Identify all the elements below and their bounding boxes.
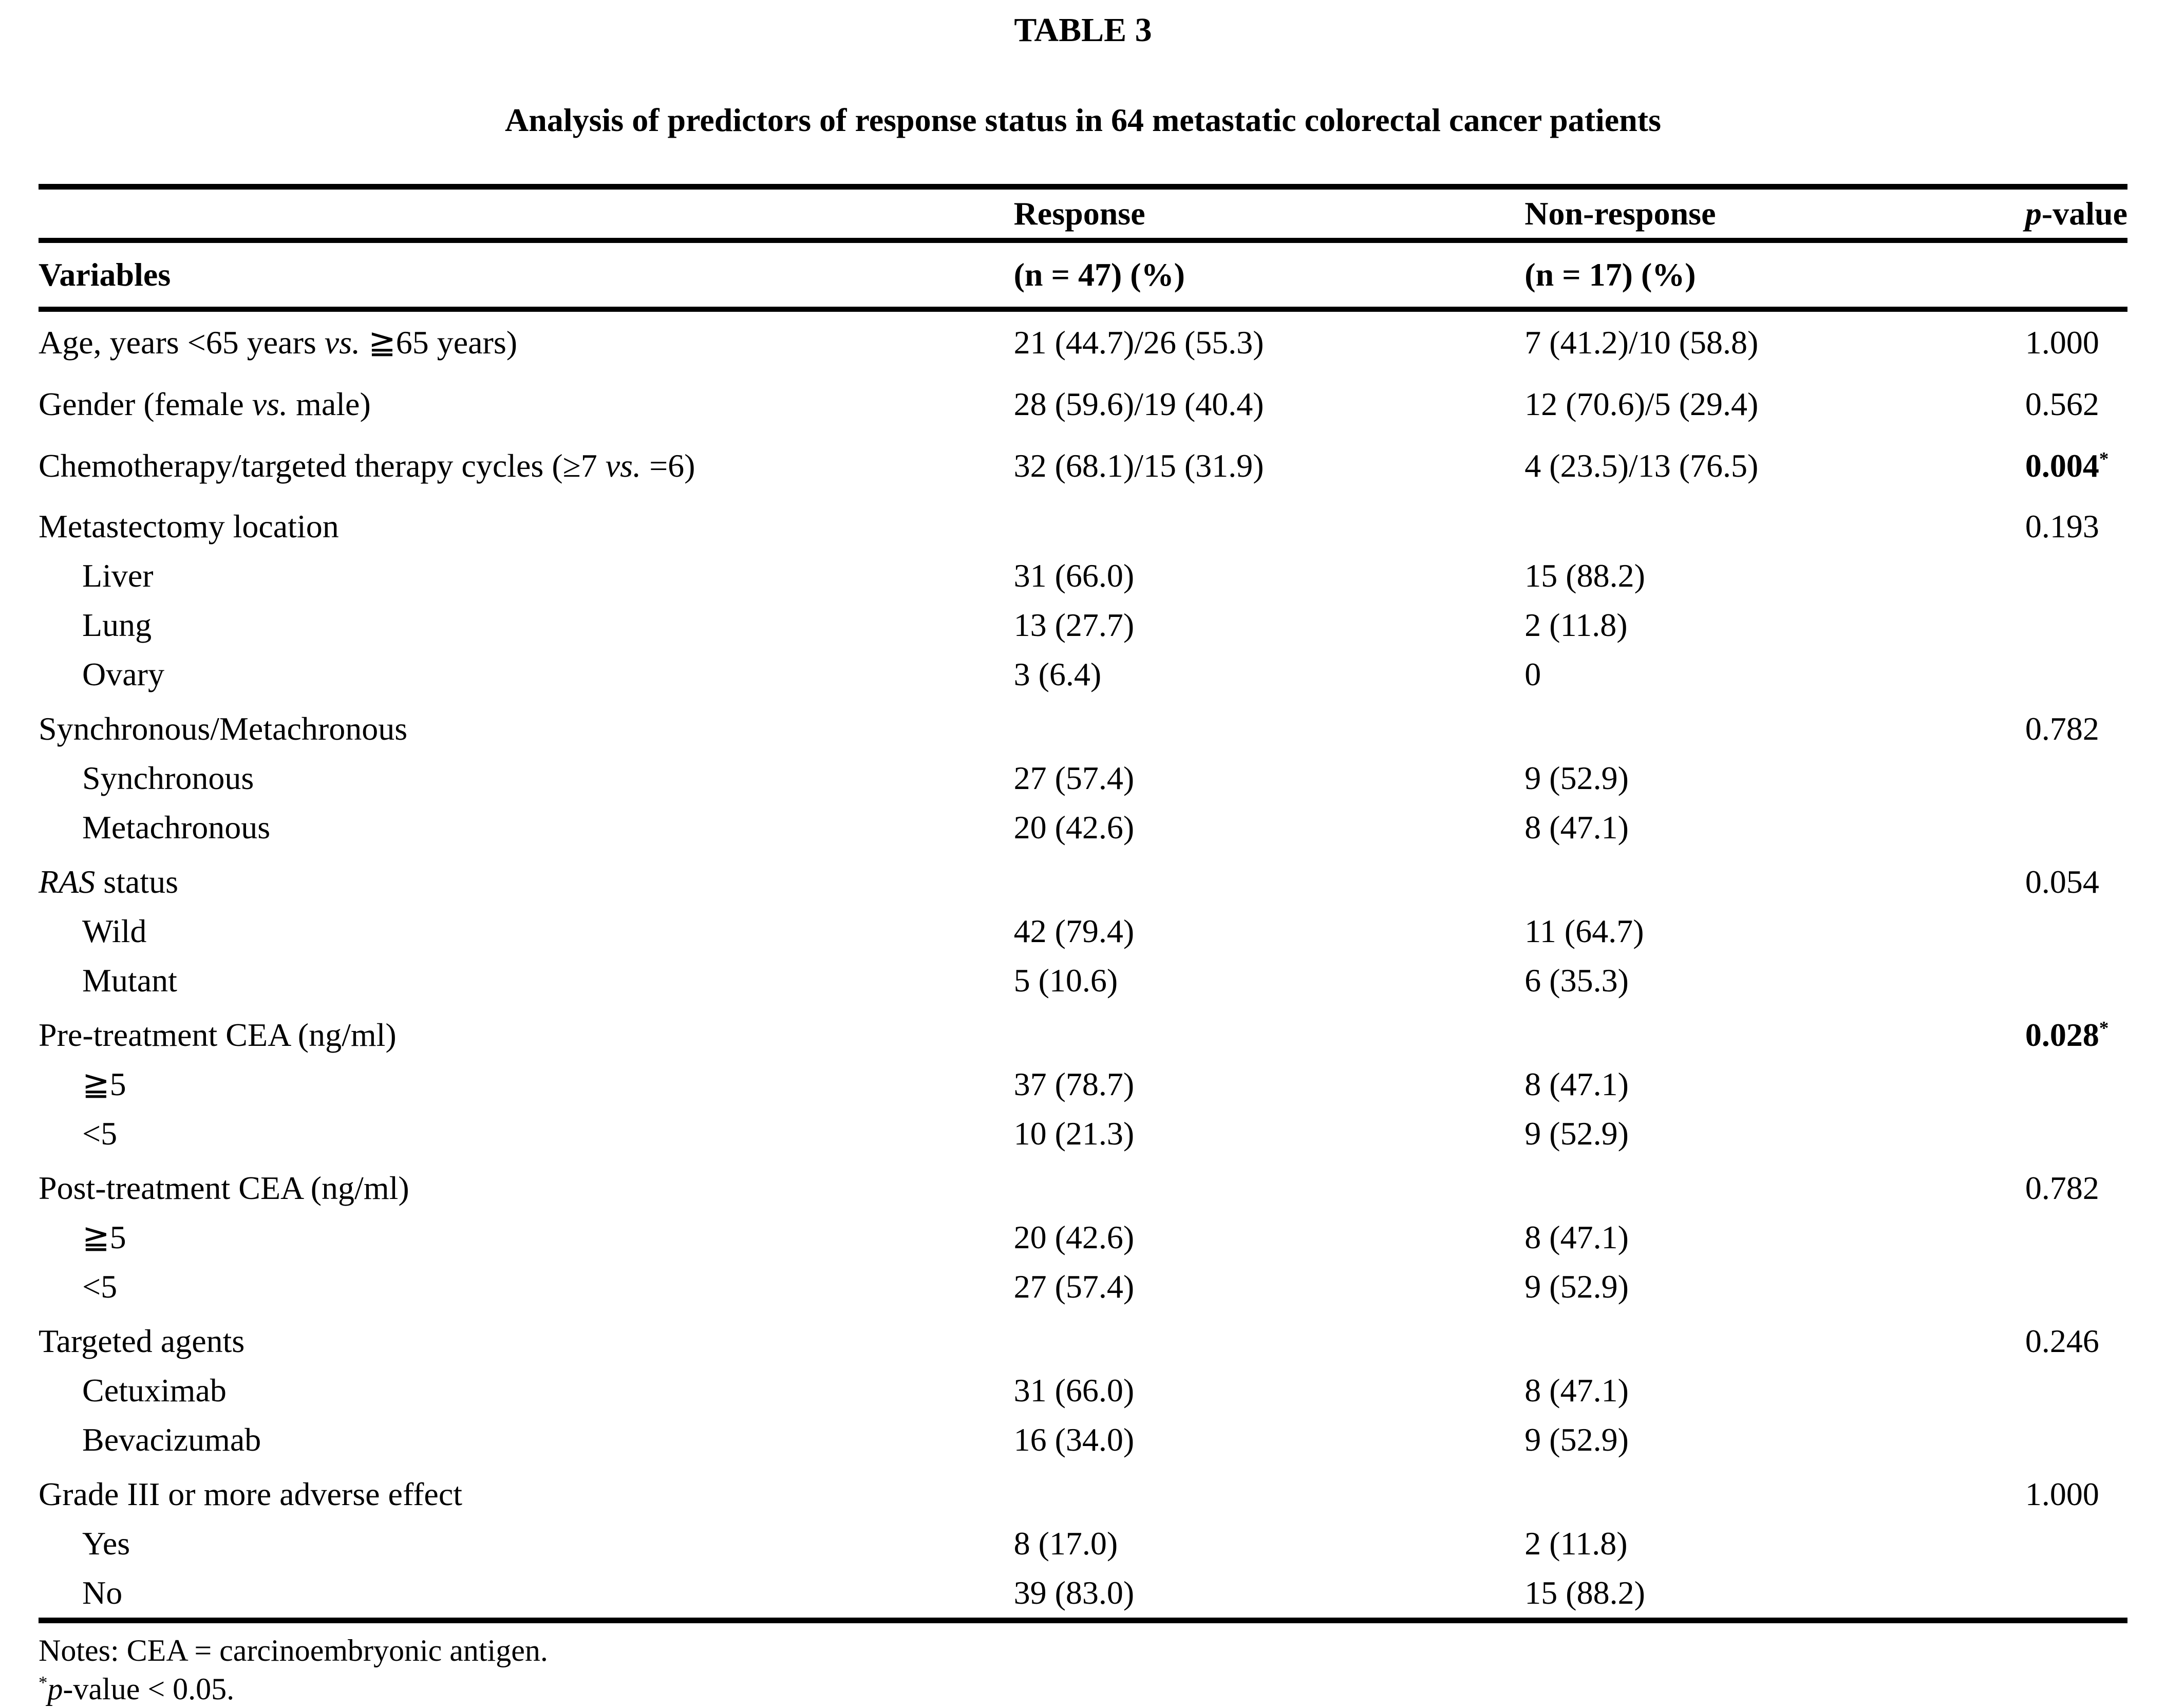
row-label: Age, years <65 years vs. ≧65 years) bbox=[39, 324, 518, 361]
pvalue-cell: 0.246 bbox=[2025, 1323, 2099, 1359]
response-cell: 31 (66.0) bbox=[1013, 557, 1135, 594]
pvalue-cell: 0.054 bbox=[2025, 864, 2099, 900]
table-caption: Analysis of predictors of response status in 64 metastatic colorectal cancer patients bbox=[505, 102, 1661, 138]
nonresponse-cell: 6 (35.3) bbox=[1524, 962, 1629, 999]
nonresponse-cell: 15 (88.2) bbox=[1524, 1574, 1645, 1611]
table-notes bbox=[39, 1631, 2127, 1708]
response-cell: 3 (6.4) bbox=[1013, 656, 1102, 692]
table-row bbox=[39, 1366, 2127, 1415]
row-label: No bbox=[82, 1574, 123, 1611]
nonresponse-cell bbox=[1524, 1465, 2025, 1519]
response-cell: 16 (34.0) bbox=[1013, 1421, 1135, 1458]
row-label: Lung bbox=[82, 607, 152, 643]
table-row bbox=[39, 600, 2127, 650]
nonresponse-cell: 9 (52.9) bbox=[1524, 1268, 1629, 1305]
table-row bbox=[39, 497, 2127, 551]
row-label: Metastectomy location bbox=[39, 508, 339, 545]
table-row bbox=[39, 699, 2127, 754]
response-cell: 39 (83.0) bbox=[1013, 1574, 1135, 1611]
nonresponse-cell: 8 (47.1) bbox=[1524, 1372, 1629, 1409]
response-cell: 10 (21.3) bbox=[1013, 1115, 1135, 1152]
table-row bbox=[39, 551, 2127, 600]
col-header-nonresponse-n: (n = 17) (%) bbox=[1524, 240, 2025, 309]
response-cell: 32 (68.1)/15 (31.9) bbox=[1013, 447, 1264, 484]
nonresponse-cell bbox=[1524, 699, 2025, 754]
table-head bbox=[39, 187, 2127, 310]
nonresponse-cell: 9 (52.9) bbox=[1524, 760, 1629, 796]
table-row bbox=[39, 373, 2127, 435]
pvalue-cell: 0.562 bbox=[2025, 386, 2099, 422]
table-row bbox=[39, 1060, 2127, 1109]
col-header-response: Response bbox=[1014, 187, 1525, 241]
nonresponse-cell: 9 (52.9) bbox=[1524, 1421, 1629, 1458]
nonresponse-cell: 12 (70.6)/5 (29.4) bbox=[1524, 386, 1759, 422]
nonresponse-cell: 0 bbox=[1524, 656, 1541, 692]
response-cell: 8 (17.0) bbox=[1013, 1525, 1118, 1562]
pvalue-cell: 1.000 bbox=[2025, 324, 2099, 361]
pvalue-cell: 0.782 bbox=[2025, 1170, 2099, 1206]
table-row bbox=[39, 1213, 2127, 1262]
pvalue-cell bbox=[2025, 754, 2127, 803]
response-cell: 31 (66.0) bbox=[1013, 1372, 1135, 1409]
nonresponse-cell: 7 (41.2)/10 (58.8) bbox=[1524, 324, 1759, 361]
pvalue-cell bbox=[2025, 907, 2127, 956]
nonresponse-cell: 11 (64.7) bbox=[1524, 913, 1644, 949]
nonresponse-cell bbox=[1524, 1005, 2025, 1060]
row-label: Synchronous/Metachronous bbox=[39, 710, 408, 747]
response-cell: 28 (59.6)/19 (40.4) bbox=[1013, 386, 1264, 422]
nonresponse-cell: 9 (52.9) bbox=[1524, 1115, 1629, 1152]
table-row bbox=[39, 754, 2127, 803]
response-cell: 27 (57.4) bbox=[1013, 760, 1135, 796]
pvalue-cell: 0.028* bbox=[2025, 1017, 2109, 1053]
response-cell bbox=[1014, 1005, 1525, 1060]
pvalue-cell bbox=[2025, 650, 2127, 699]
row-label: Wild bbox=[82, 913, 147, 949]
table-row bbox=[39, 309, 2127, 373]
nonresponse-cell bbox=[1524, 1311, 2025, 1366]
row-label: Post-treatment CEA (ng/ml) bbox=[39, 1170, 409, 1206]
table-row bbox=[39, 1465, 2127, 1519]
row-label: Mutant bbox=[82, 962, 177, 999]
response-cell bbox=[1014, 852, 1525, 907]
table-row bbox=[39, 907, 2127, 956]
response-cell bbox=[1014, 497, 1525, 551]
pvalue-cell: 0.782 bbox=[2025, 710, 2099, 747]
table-row bbox=[39, 1262, 2127, 1311]
col-header-pvalue: p-value bbox=[2025, 187, 2127, 241]
pvalue-cell: 1.000 bbox=[2025, 1476, 2099, 1512]
table-row bbox=[39, 803, 2127, 852]
table-row bbox=[39, 1311, 2127, 1366]
predictors-table bbox=[39, 184, 2127, 1623]
response-cell: 5 (10.6) bbox=[1013, 962, 1118, 999]
table-row bbox=[39, 956, 2127, 1005]
nonresponse-cell: 8 (47.1) bbox=[1524, 1066, 1629, 1102]
nonresponse-cell bbox=[1524, 1158, 2025, 1213]
row-label: Bevacizumab bbox=[82, 1421, 261, 1458]
response-cell bbox=[1014, 1311, 1525, 1366]
nonresponse-cell: 4 (23.5)/13 (76.5) bbox=[1524, 447, 1759, 484]
table-row bbox=[39, 1568, 2127, 1621]
corner-cell bbox=[39, 187, 1014, 241]
row-label: RAS status bbox=[39, 864, 178, 900]
pvalue-cell bbox=[2025, 551, 2127, 600]
pvalue-cell bbox=[2025, 1262, 2127, 1311]
pvalue-cell: 0.193 bbox=[2025, 508, 2099, 545]
response-cell bbox=[1014, 1465, 1525, 1519]
row-label: Cetuximab bbox=[82, 1372, 227, 1409]
table-row bbox=[39, 1109, 2127, 1158]
pvalue-cell bbox=[2025, 1213, 2127, 1262]
row-label: Chemotherapy/targeted therapy cycles (≥7 vs. =6) bbox=[39, 447, 695, 484]
table-row bbox=[39, 1519, 2127, 1568]
pvalue-cell bbox=[2025, 803, 2127, 852]
pvalue-cell bbox=[2025, 1415, 2127, 1465]
pvalue-cell bbox=[2025, 956, 2127, 1005]
row-label: Pre-treatment CEA (ng/ml) bbox=[39, 1017, 397, 1053]
row-label: Liver bbox=[82, 557, 154, 594]
response-cell bbox=[1014, 1158, 1525, 1213]
pvalue-cell bbox=[2025, 600, 2127, 650]
row-label: Grade III or more adverse effect bbox=[39, 1476, 462, 1512]
table-row bbox=[39, 1158, 2127, 1213]
table-row bbox=[39, 1415, 2127, 1465]
table-row bbox=[39, 650, 2127, 699]
pvalue-cell bbox=[2025, 1519, 2127, 1568]
nonresponse-cell bbox=[1524, 497, 2025, 551]
row-label: ≧5 bbox=[82, 1219, 126, 1255]
header-row-counts bbox=[39, 240, 2127, 309]
row-label: Metachronous bbox=[82, 809, 271, 846]
table-row bbox=[39, 435, 2127, 497]
nonresponse-cell bbox=[1524, 852, 2025, 907]
nonresponse-cell: 8 (47.1) bbox=[1524, 1219, 1629, 1255]
col-header-pvalue-spacer bbox=[2025, 240, 2127, 309]
row-label: <5 bbox=[82, 1268, 118, 1305]
response-cell: 27 (57.4) bbox=[1013, 1268, 1135, 1305]
nonresponse-cell: 8 (47.1) bbox=[1524, 809, 1629, 846]
row-label: Targeted agents bbox=[39, 1323, 245, 1359]
pvalue-cell: 0.004* bbox=[2025, 447, 2109, 484]
response-cell: 20 (42.6) bbox=[1013, 1219, 1135, 1255]
nonresponse-cell: 15 (88.2) bbox=[1524, 557, 1645, 594]
col-header-response-n: (n = 47) (%) bbox=[1014, 240, 1525, 309]
nonresponse-cell: 2 (11.8) bbox=[1524, 607, 1628, 643]
response-cell: 13 (27.7) bbox=[1013, 607, 1135, 643]
row-label: Synchronous bbox=[82, 760, 254, 796]
pvalue-cell bbox=[2025, 1366, 2127, 1415]
pvalue-cell bbox=[2025, 1060, 2127, 1109]
response-cell bbox=[1014, 699, 1525, 754]
row-label: Gender (female vs. male) bbox=[39, 386, 371, 422]
col-header-variables: Variables bbox=[39, 240, 1014, 309]
nonresponse-cell: 2 (11.8) bbox=[1524, 1525, 1628, 1562]
response-cell: 42 (79.4) bbox=[1013, 913, 1135, 949]
response-cell: 21 (44.7)/26 (55.3) bbox=[1013, 324, 1264, 361]
table-body bbox=[39, 309, 2127, 1621]
row-label: Ovary bbox=[82, 656, 164, 692]
col-header-nonresponse: Non-response bbox=[1524, 187, 2025, 241]
table-row bbox=[39, 1005, 2127, 1060]
note-significance: *p-value < 0.05. bbox=[39, 1672, 235, 1706]
row-label: <5 bbox=[82, 1115, 118, 1152]
row-label: ≧5 bbox=[82, 1066, 126, 1102]
note-abbreviation: Notes: CEA = carcinoembryonic antigen. bbox=[39, 1634, 548, 1667]
table-row bbox=[39, 852, 2127, 907]
pvalue-cell bbox=[2025, 1568, 2127, 1621]
response-cell: 37 (78.7) bbox=[1013, 1066, 1135, 1102]
table-label: TABLE 3 bbox=[1014, 11, 1152, 49]
response-cell: 20 (42.6) bbox=[1013, 809, 1135, 846]
row-label: Yes bbox=[82, 1525, 130, 1562]
header-row-groups bbox=[39, 187, 2127, 241]
pvalue-cell bbox=[2025, 1109, 2127, 1158]
